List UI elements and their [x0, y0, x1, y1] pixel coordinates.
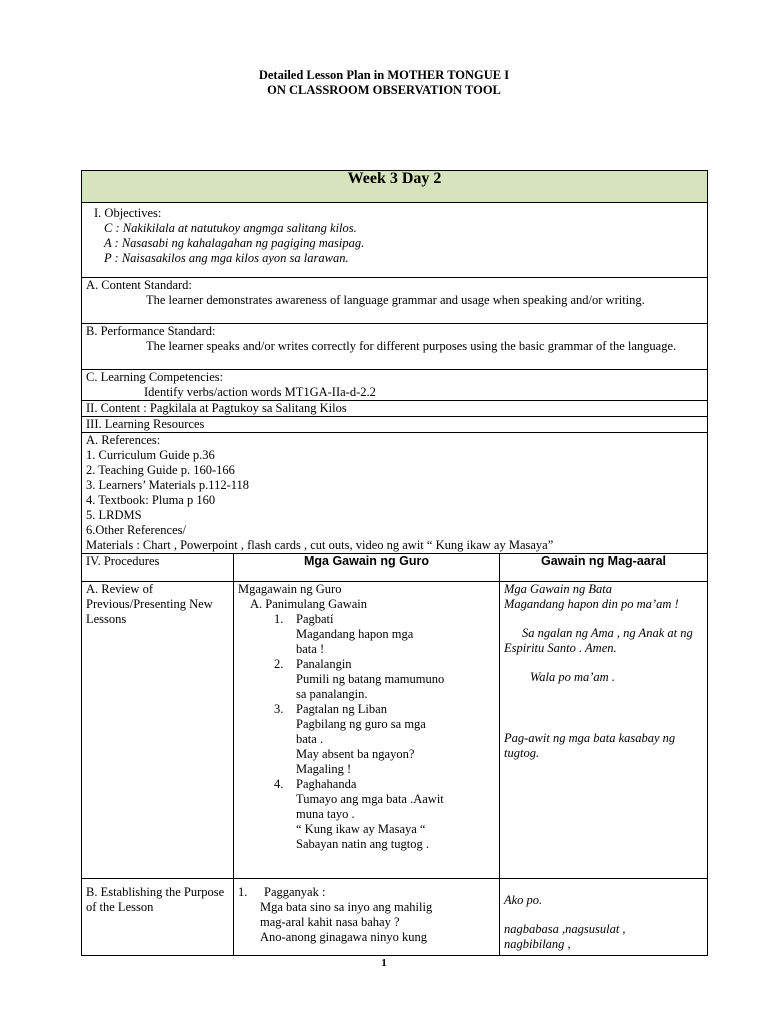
competencies-section: [82, 370, 708, 401]
student-column-header: Gawain ng Mag-aaral: [500, 554, 708, 582]
document-title: [0, 68, 768, 98]
reference-item: 4. Textbook: Pluma p 160: [86, 493, 216, 507]
student-response: Magandang hapon din po ma’am !: [504, 597, 679, 611]
item-line: sa panalangin.: [296, 687, 368, 701]
performance-standard-text: The learner speaks and/or writes correctly for different purposes using the basic grammar of the language.: [146, 339, 677, 353]
review-label-text: A. Review of Previous/Presenting New Lessons: [86, 582, 213, 626]
list-item: [274, 702, 495, 777]
reference-item: 3. Learners’ Materials p.112-118: [86, 478, 250, 492]
item-line: Pagbilang ng guro sa mga: [296, 717, 426, 731]
establishing-student-cell: [500, 879, 708, 956]
performance-standard-label: B. Performance Standard:: [86, 324, 216, 338]
student-response: Sa ngalan ng Ama , ng Anak at ng Espiritu Santo . Amen.: [504, 626, 693, 655]
student-activities-title: Mga Gawain ng Bata: [504, 582, 612, 596]
item-line: Magandang hapon mga: [296, 627, 414, 641]
item-number: 1.: [238, 885, 248, 899]
item-line: Sabayan natin ang tugtog .: [296, 837, 429, 851]
item-line: Ano-anong ginagawa ninyo kung: [260, 930, 427, 944]
item-number: 1.: [274, 612, 284, 626]
item-line: “ Kung ikaw ay Masaya “: [296, 822, 426, 836]
week-heading: Week 3 Day 2: [82, 171, 708, 203]
item-title: Paghahanda: [296, 777, 357, 791]
content-standard-label: A. Content Standard:: [86, 278, 192, 292]
reference-item: 2. Teaching Guide p. 160-166: [86, 463, 235, 477]
list-item: [238, 885, 495, 945]
reference-item: Materials : Chart , Powerpoint , flash cards , cut outs, video ng awit “ Kung ikaw ay Masaya”: [86, 538, 554, 552]
review-label: [82, 582, 234, 879]
title-line-2: ON CLASSROOM OBSERVATION TOOL: [267, 83, 501, 97]
item-number: 2.: [274, 657, 284, 671]
item-line: bata .: [296, 732, 324, 746]
teacher-column-header: Mga Gawain ng Guro: [234, 554, 500, 582]
competencies-text: Identify verbs/action words MT1GA-IIa-d-2.2: [144, 385, 376, 399]
item-title: Pagganyak :: [264, 885, 326, 899]
item-line: May absent ba ngayon?: [296, 747, 415, 761]
reference-item: 6.Other References/: [86, 523, 186, 537]
item-line: Magaling !: [296, 762, 352, 776]
teacher-activities-title: Mgagawain ng Guro: [238, 582, 342, 596]
review-teacher-cell: [234, 582, 500, 879]
student-response: nagbibilang ,: [504, 937, 571, 951]
content-standard-text: The learner demonstrates awareness of language grammar and usage when speaking and/or writing.: [146, 293, 645, 307]
resources-row: III. Learning Resources: [82, 417, 708, 433]
content-row: II. Content : Pagkilala at Pagtukoy sa Salitang Kilos: [82, 401, 708, 417]
lesson-plan-table: [81, 170, 708, 956]
establishing-teacher-cell: [234, 879, 500, 956]
title-line-1: Detailed Lesson Plan in MOTHER TONGUE I: [258, 68, 510, 82]
objectives-section: [82, 203, 708, 278]
procedures-label: IV. Procedures: [82, 554, 234, 582]
student-response: Ako po.: [504, 893, 543, 907]
references-label: A. References:: [86, 433, 161, 447]
objective-cognitive: C : Nakikilala at natutukoy angmga salitang kilos.: [104, 221, 357, 235]
item-title: Pagbatí: [296, 612, 334, 626]
list-item: [274, 657, 495, 702]
reference-item: 5. LRDMS: [86, 508, 142, 522]
content-standard-section: [82, 278, 708, 324]
review-student-cell: [500, 582, 708, 879]
objective-affective: A : Nasasabi ng kahalagahan ng pagiging masipag.: [104, 236, 365, 250]
student-response: Pag-awit ng mga bata kasabay ng tugtog.: [504, 731, 676, 760]
list-item: [274, 777, 495, 852]
objectives-label: I. Objectives:: [94, 206, 162, 220]
item-line: Pumili ng batang mamumuno: [296, 672, 445, 686]
reference-item: 1. Curriculum Guide p.36: [86, 448, 215, 462]
item-line: mag-aral kahit nasa bahay ?: [260, 915, 400, 929]
item-line: Mga bata sino sa inyo ang mahilig: [260, 900, 433, 914]
item-number: 4.: [274, 777, 284, 791]
student-response: nagbabasa ,nagsusulat ,: [504, 922, 626, 936]
teacher-activity-list: [238, 612, 495, 852]
teacher-sub-heading: A. Panimulang Gawain: [250, 597, 367, 611]
list-item: [274, 612, 495, 657]
performance-standard-section: [82, 324, 708, 370]
references-section: [82, 433, 708, 554]
item-number: 3.: [274, 702, 284, 716]
establishing-label: [82, 879, 234, 956]
item-title: Pagtalan ng Liban: [296, 702, 387, 716]
item-line: muna tayo .: [296, 807, 355, 821]
page-number: 1: [381, 957, 387, 969]
competencies-label: C. Learning Competencies:: [86, 370, 224, 384]
student-response: Wala po ma’am .: [530, 670, 615, 684]
establishing-label-text: B. Establishing the Purpose of the Lesson: [86, 885, 225, 914]
item-line: Tumayo ang mga bata .Aawit: [296, 792, 444, 806]
item-title: Panalangin: [296, 657, 352, 671]
objective-psychomotor: P : Naisasakilos ang mga kilos ayon sa larawan.: [104, 251, 349, 265]
item-line: bata !: [296, 642, 325, 656]
